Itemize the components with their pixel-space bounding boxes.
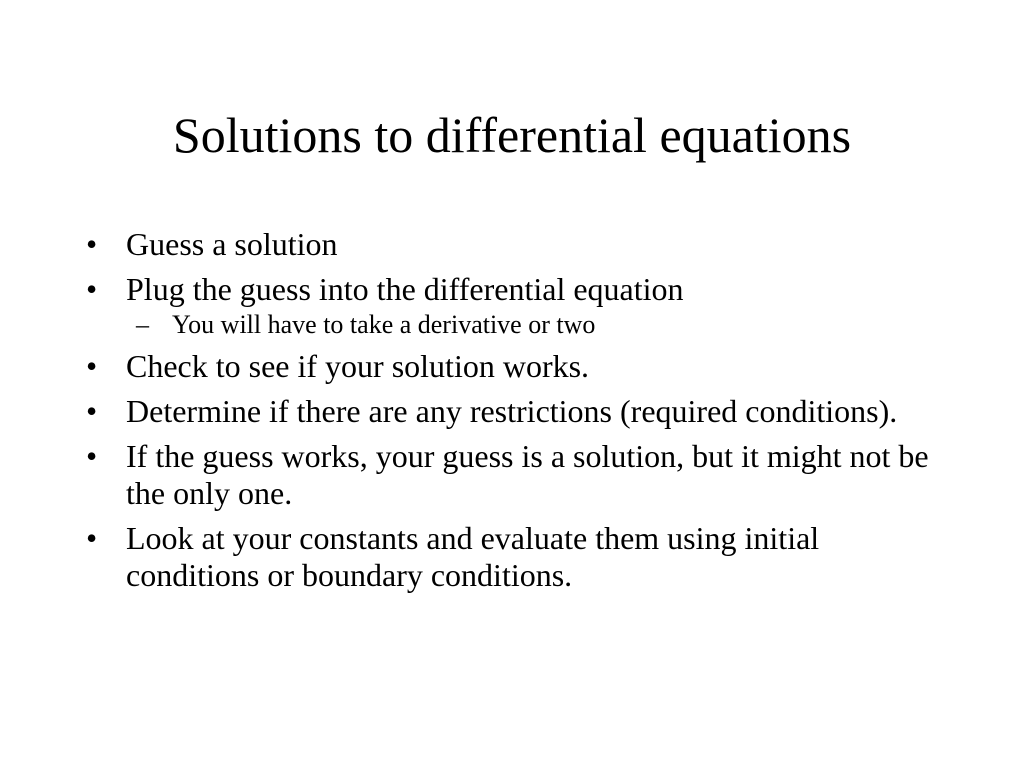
- bullet-item: [86, 520, 946, 594]
- bullet-text: Look at your constants and evaluate them using initial conditions or boundary conditions.: [126, 520, 820, 593]
- slide-title: Solutions to differential equations: [172, 107, 852, 163]
- bullet-marker: •: [86, 348, 98, 384]
- bullet-item: [86, 438, 946, 512]
- bullet-marker: •: [86, 438, 98, 474]
- bullet-text: Determine if there are any restrictions (required conditions).: [126, 393, 898, 429]
- sub-bullet-text: You will have to take a derivative or two: [172, 310, 596, 339]
- bullet-text: Plug the guess into the differential equation: [126, 271, 684, 307]
- sub-bullet-item: [126, 310, 946, 340]
- bullet-text: Guess a solution: [126, 226, 338, 262]
- bullet-text: Check to see if your solution works.: [126, 348, 590, 384]
- sub-bullet-marker: –: [136, 310, 149, 339]
- bullet-marker: •: [86, 226, 98, 262]
- bullet-list: [86, 226, 946, 602]
- bullet-item: [86, 348, 946, 385]
- bullet-marker: •: [86, 271, 98, 307]
- bullet-marker: •: [86, 520, 98, 556]
- bullet-text: If the guess works, your guess is a solution, but it might not be the only one.: [126, 438, 929, 511]
- bullet-item: [86, 226, 946, 263]
- sub-bullet-list: [126, 310, 946, 340]
- bullet-item: [86, 271, 946, 340]
- bullet-marker: •: [86, 393, 98, 429]
- bullet-item: [86, 393, 946, 430]
